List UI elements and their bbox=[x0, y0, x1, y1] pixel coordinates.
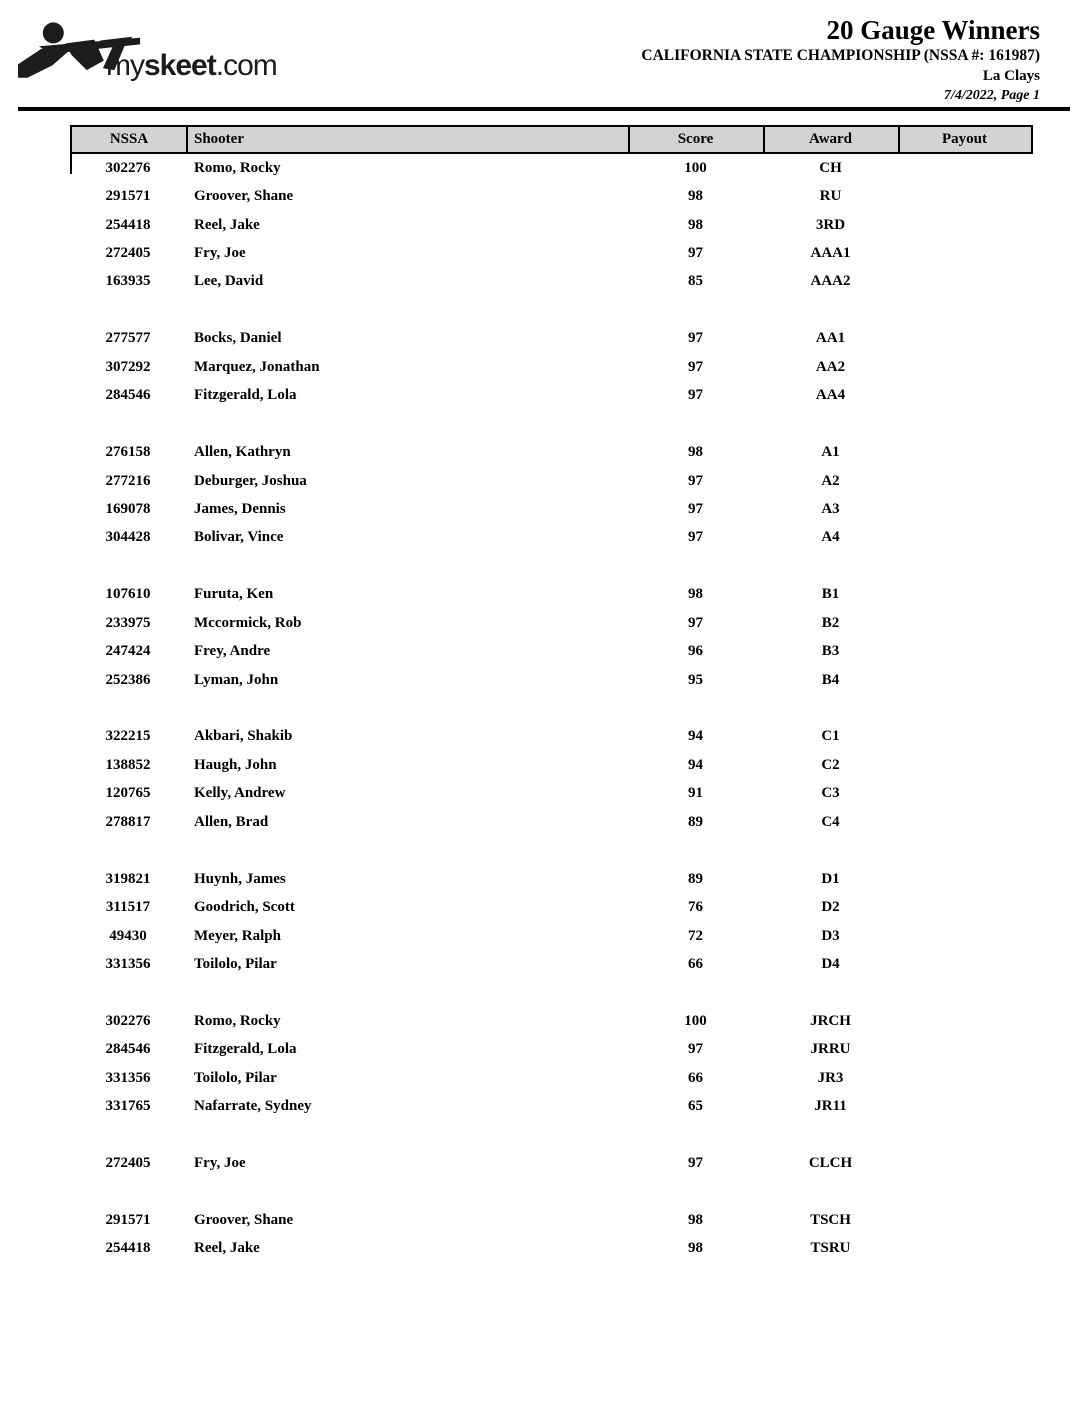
nssa-cell: 331765 bbox=[105, 1098, 151, 1115]
table-row bbox=[70, 1064, 1033, 1092]
nssa-cell: 291571 bbox=[105, 1211, 151, 1228]
payout-cell bbox=[898, 637, 1033, 665]
nssa-cell: 169078 bbox=[105, 500, 151, 517]
logo-skeet: skeet bbox=[144, 49, 216, 82]
nssa-cell: 254418 bbox=[105, 216, 151, 233]
shooter-cell: Groover, Shane bbox=[194, 188, 294, 205]
nssa-cell: 277216 bbox=[105, 472, 151, 489]
payout-cell bbox=[898, 865, 1033, 893]
score-cell: 97 bbox=[688, 500, 703, 517]
table-row bbox=[70, 609, 1033, 637]
shooter-cell: Bolivar, Vince bbox=[194, 529, 284, 546]
column-divider bbox=[628, 127, 630, 152]
score-cell: 94 bbox=[688, 728, 703, 745]
payout-cell bbox=[898, 1064, 1033, 1092]
score-cell: 96 bbox=[688, 643, 703, 660]
logo-com: .com bbox=[215, 49, 277, 82]
nssa-cell: 277577 bbox=[105, 330, 151, 347]
score-cell: 100 bbox=[684, 159, 707, 176]
shooter-cell: Meyer, Ralph bbox=[194, 927, 281, 944]
nssa-cell: 302276 bbox=[105, 1012, 151, 1029]
score-cell: 89 bbox=[688, 870, 703, 887]
group-spacer-row bbox=[70, 410, 1033, 438]
award-cell: CH bbox=[819, 159, 842, 176]
group-spacer-row bbox=[70, 1178, 1033, 1206]
payout-cell bbox=[898, 1235, 1033, 1263]
shooter-cell: Allen, Brad bbox=[194, 813, 269, 830]
shooter-cell: Goodrich, Scott bbox=[194, 899, 295, 916]
shooter-cell: Lyman, John bbox=[194, 671, 279, 688]
score-cell: 98 bbox=[688, 586, 703, 603]
score-cell: 66 bbox=[688, 955, 703, 972]
nssa-cell: 291571 bbox=[105, 188, 151, 205]
shooter-cell: Toilolo, Pilar bbox=[194, 955, 277, 972]
score-cell: 97 bbox=[688, 330, 703, 347]
score-cell: 98 bbox=[688, 188, 703, 205]
award-cell: AAA2 bbox=[810, 273, 851, 290]
award-cell: 3RD bbox=[815, 216, 846, 233]
table-row bbox=[70, 950, 1033, 978]
group-spacer-row bbox=[70, 694, 1033, 722]
award-cell: C2 bbox=[821, 756, 840, 773]
score-cell: 97 bbox=[688, 529, 703, 546]
award-cell: JR3 bbox=[817, 1069, 844, 1086]
payout-cell bbox=[898, 1036, 1033, 1064]
nssa-cell: 247424 bbox=[105, 643, 151, 660]
nssa-cell: 120765 bbox=[105, 785, 151, 802]
score-cell: 72 bbox=[688, 927, 703, 944]
award-cell: JRRU bbox=[810, 1041, 851, 1058]
table-row bbox=[70, 637, 1033, 665]
shooter-cell: Reel, Jake bbox=[194, 216, 260, 233]
score-cell: 97 bbox=[688, 472, 703, 489]
shooter-cell: Groover, Shane bbox=[194, 1211, 294, 1228]
shooter-cell: Mccormick, Rob bbox=[194, 614, 302, 631]
shooter-cell: Huynh, James bbox=[194, 870, 286, 887]
award-cell: A4 bbox=[821, 529, 840, 546]
shooter-cell: Romo, Rocky bbox=[194, 159, 281, 176]
table-row bbox=[70, 1149, 1033, 1177]
shooter-cell: Frey, Andre bbox=[194, 643, 271, 660]
shooter-cell: Toilolo, Pilar bbox=[194, 1069, 277, 1086]
score-cell: 97 bbox=[688, 358, 703, 375]
score-cell: 98 bbox=[688, 1240, 703, 1257]
award-cell: D4 bbox=[821, 955, 840, 972]
winners-table bbox=[70, 125, 1033, 1263]
nssa-cell: 331356 bbox=[105, 955, 151, 972]
payout-cell bbox=[898, 438, 1033, 466]
award-cell: B2 bbox=[821, 614, 840, 631]
nssa-cell: 49430 bbox=[109, 927, 147, 944]
group-spacer-row bbox=[70, 837, 1033, 865]
payout-cell bbox=[898, 780, 1033, 808]
shooter-cell: Fitzgerald, Lola bbox=[194, 1041, 297, 1058]
award-cell: D2 bbox=[821, 899, 840, 916]
shooter-cell: Bocks, Daniel bbox=[194, 330, 282, 347]
award-cell: A3 bbox=[821, 500, 840, 517]
payout-cell bbox=[898, 325, 1033, 353]
payout-cell bbox=[898, 723, 1033, 751]
table-row bbox=[70, 723, 1033, 751]
shooter-cell: Fitzgerald, Lola bbox=[194, 387, 297, 404]
nssa-cell: 138852 bbox=[105, 756, 151, 773]
table-row bbox=[70, 382, 1033, 410]
date-and-page: 7/4/2022, Page 1 bbox=[943, 88, 1040, 103]
award-cell: AA4 bbox=[815, 387, 846, 404]
table-row bbox=[70, 922, 1033, 950]
payout-cell bbox=[898, 495, 1033, 523]
shooter-cell: Lee, David bbox=[194, 273, 264, 290]
payout-cell bbox=[898, 154, 1033, 182]
award-cell: C1 bbox=[821, 728, 840, 745]
score-cell: 98 bbox=[688, 444, 703, 461]
report-header bbox=[641, 14, 1040, 105]
shooter-cell: Akbari, Shakib bbox=[194, 728, 293, 745]
score-cell: 76 bbox=[688, 899, 703, 916]
score-cell: 98 bbox=[688, 216, 703, 233]
nssa-cell: 284546 bbox=[105, 387, 151, 404]
payout-cell bbox=[898, 950, 1033, 978]
score-cell: 97 bbox=[688, 245, 703, 262]
table-row bbox=[70, 1036, 1033, 1064]
shooter-cell: Marquez, Jonathan bbox=[194, 358, 320, 375]
club-name: La Clays bbox=[982, 68, 1040, 84]
table-row bbox=[70, 182, 1033, 210]
payout-cell bbox=[898, 893, 1033, 921]
score-cell: 65 bbox=[688, 1098, 703, 1115]
table-row bbox=[70, 1092, 1033, 1120]
award-cell: TSRU bbox=[810, 1240, 851, 1257]
score-cell: 97 bbox=[688, 614, 703, 631]
award-cell: C3 bbox=[821, 785, 840, 802]
shooter-cell: Fry, Joe bbox=[194, 1155, 246, 1172]
shooter-cell: Nafarrate, Sydney bbox=[194, 1098, 312, 1115]
nssa-cell: 276158 bbox=[105, 444, 151, 461]
table-row bbox=[70, 893, 1033, 921]
award-cell: C4 bbox=[821, 813, 840, 830]
table-row bbox=[70, 495, 1033, 523]
table-row bbox=[70, 808, 1033, 836]
table-row bbox=[70, 865, 1033, 893]
group-spacer-row bbox=[70, 1121, 1033, 1149]
award-cell: AAA1 bbox=[810, 245, 851, 262]
shooter-cell: Kelly, Andrew bbox=[194, 785, 286, 802]
column-header-score: Score bbox=[677, 131, 714, 147]
table-row bbox=[70, 467, 1033, 495]
table-row bbox=[70, 154, 1033, 182]
table-left-border-tick bbox=[70, 154, 72, 174]
nssa-cell: 163935 bbox=[105, 273, 151, 290]
table-row bbox=[70, 211, 1033, 239]
payout-cell bbox=[898, 922, 1033, 950]
championship-subtitle: CALIFORNIA STATE CHAMPIONSHIP (NSSA #: 161987) bbox=[641, 47, 1040, 64]
nssa-cell: 254418 bbox=[105, 1240, 151, 1257]
payout-cell bbox=[898, 1206, 1033, 1234]
group-spacer-row bbox=[70, 979, 1033, 1007]
payout-cell bbox=[898, 1007, 1033, 1035]
nssa-cell: 252386 bbox=[105, 671, 151, 688]
shooter-cell: Haugh, John bbox=[194, 756, 277, 773]
column-divider bbox=[186, 127, 188, 152]
payout-cell bbox=[898, 609, 1033, 637]
score-cell: 94 bbox=[688, 756, 703, 773]
shooter-cell: Romo, Rocky bbox=[194, 1012, 281, 1029]
column-header-award: Award bbox=[808, 131, 853, 147]
shooter-cell: James, Dennis bbox=[194, 500, 286, 517]
score-cell: 97 bbox=[688, 387, 703, 404]
payout-cell bbox=[898, 666, 1033, 694]
nssa-cell: 304428 bbox=[105, 529, 151, 546]
myskeet-logo bbox=[18, 20, 277, 82]
payout-cell bbox=[898, 1092, 1033, 1120]
payout-cell bbox=[898, 353, 1033, 381]
page-title: 20 Gauge Winners bbox=[826, 15, 1040, 45]
payout-cell bbox=[898, 211, 1033, 239]
award-cell: JR11 bbox=[814, 1098, 847, 1115]
award-cell: B3 bbox=[821, 643, 840, 660]
shooter-cell: Fry, Joe bbox=[194, 245, 246, 262]
table-row bbox=[70, 1206, 1033, 1234]
shooter-cell: Deburger, Joshua bbox=[194, 472, 307, 489]
payout-cell bbox=[898, 751, 1033, 779]
nssa-cell: 278817 bbox=[105, 813, 151, 830]
payout-cell bbox=[898, 382, 1033, 410]
award-cell: A1 bbox=[821, 444, 840, 461]
award-cell: JRCH bbox=[810, 1012, 851, 1029]
award-cell: D3 bbox=[821, 927, 840, 944]
table-row bbox=[70, 780, 1033, 808]
score-cell: 100 bbox=[684, 1012, 707, 1029]
payout-cell bbox=[898, 182, 1033, 210]
payout-cell bbox=[898, 467, 1033, 495]
shooter-cell: Furuta, Ken bbox=[194, 586, 274, 603]
award-cell: CLCH bbox=[808, 1155, 853, 1172]
group-spacer-row bbox=[70, 552, 1033, 580]
header-divider-rule bbox=[18, 107, 1070, 111]
award-cell: B1 bbox=[821, 586, 840, 603]
nssa-cell: 311517 bbox=[105, 899, 151, 916]
score-cell: 66 bbox=[688, 1069, 703, 1086]
nssa-cell: 322215 bbox=[105, 728, 151, 745]
table-body bbox=[70, 154, 1033, 1263]
table-row bbox=[70, 353, 1033, 381]
nssa-cell: 302276 bbox=[105, 159, 151, 176]
table-row bbox=[70, 751, 1033, 779]
column-header-shooter: Shooter bbox=[194, 131, 244, 147]
score-cell: 98 bbox=[688, 1211, 703, 1228]
column-divider bbox=[898, 127, 900, 152]
award-cell: A2 bbox=[821, 472, 840, 489]
payout-cell bbox=[898, 239, 1033, 267]
nssa-cell: 233975 bbox=[105, 614, 151, 631]
payout-cell bbox=[898, 268, 1033, 296]
column-header-nssa: NSSA bbox=[109, 131, 149, 147]
table-row bbox=[70, 524, 1033, 552]
score-cell: 97 bbox=[688, 1041, 703, 1058]
column-divider bbox=[763, 127, 765, 152]
group-spacer-row bbox=[70, 296, 1033, 324]
payout-cell bbox=[898, 581, 1033, 609]
shooter-cell: Allen, Kathryn bbox=[194, 444, 291, 461]
table-row bbox=[70, 581, 1033, 609]
nssa-cell: 307292 bbox=[105, 358, 151, 375]
award-cell: AA1 bbox=[815, 330, 846, 347]
payout-cell bbox=[898, 808, 1033, 836]
nssa-cell: 107610 bbox=[105, 586, 151, 603]
payout-cell bbox=[898, 524, 1033, 552]
table-row bbox=[70, 438, 1033, 466]
table-row bbox=[70, 239, 1033, 267]
logo-my: my bbox=[106, 49, 144, 82]
nssa-cell: 272405 bbox=[105, 245, 151, 262]
column-header-payout: Payout bbox=[942, 131, 987, 147]
award-cell: AA2 bbox=[815, 358, 846, 375]
table-row bbox=[70, 325, 1033, 353]
score-cell: 89 bbox=[688, 813, 703, 830]
score-cell: 95 bbox=[688, 671, 703, 688]
nssa-cell: 284546 bbox=[105, 1041, 151, 1058]
score-cell: 91 bbox=[688, 785, 703, 802]
nssa-cell: 331356 bbox=[105, 1069, 151, 1086]
award-cell: D1 bbox=[821, 870, 840, 887]
table-row bbox=[70, 1235, 1033, 1263]
score-cell: 97 bbox=[688, 1155, 703, 1172]
table-header-row bbox=[70, 125, 1033, 154]
nssa-cell: 319821 bbox=[105, 870, 151, 887]
logo-wordmark bbox=[106, 51, 277, 82]
table-row bbox=[70, 1007, 1033, 1035]
shooter-cell: Reel, Jake bbox=[194, 1240, 260, 1257]
award-cell: RU bbox=[819, 188, 842, 205]
score-cell: 85 bbox=[688, 273, 703, 290]
table-row bbox=[70, 268, 1033, 296]
nssa-cell: 272405 bbox=[105, 1155, 151, 1172]
award-cell: TSCH bbox=[810, 1211, 851, 1228]
payout-cell bbox=[898, 1149, 1033, 1177]
award-cell: B4 bbox=[821, 671, 840, 688]
table-row bbox=[70, 666, 1033, 694]
